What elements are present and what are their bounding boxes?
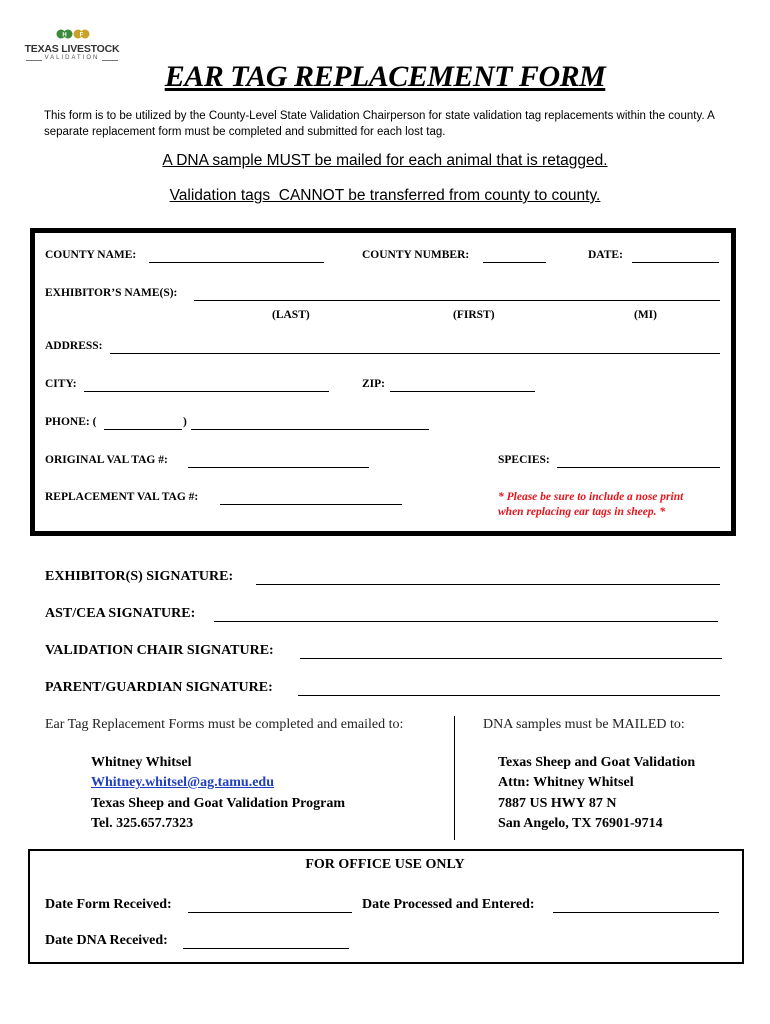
form-title: EAR TAG REPLACEMENT FORM [164,60,606,93]
first-name-caption: (FIRST) [453,309,495,321]
date-form-received-label: Date Form Received: [45,897,172,912]
exhibitor-name-label: EXHIBITOR’S NAME(S): [45,287,178,299]
mail-address-line4: San Angelo, TX 76901-9714 [498,816,663,831]
mail-address-line2: Attn: Whitney Whitsel [498,775,634,790]
clover-icon [56,26,90,42]
zip-field[interactable] [390,381,535,392]
replacement-tag-label: REPLACEMENT VAL TAG #: [45,491,199,503]
county-number-label: COUNTY NUMBER: [362,249,470,261]
nose-print-note-line2: when replacing ear tags in sheep. * [498,506,666,518]
email-instructions: Ear Tag Replacement Forms must be completed and emailed to: [45,717,404,732]
validation-chair-signature-field[interactable] [300,646,722,659]
parent-guardian-signature-label: PARENT/GUARDIAN SIGNATURE: [45,680,273,695]
transfer-notice: Validation tags CANNOT be transferred from county to county. [169,187,601,204]
city-label: CITY: [45,378,77,390]
address-field[interactable] [110,343,720,354]
phone-label: PHONE: ( [45,416,97,428]
contact-email-link[interactable]: Whitney.whitsel@ag.tamu.edu [91,775,274,790]
date-dna-received-label: Date DNA Received: [45,933,168,948]
intro-text: This form is to be utilized by the County-Level State Validation Chairperson for state validation tag replacements within the county. A separate replacement form must be completed and submitted for each lost tag. [44,110,715,138]
mi-caption: (MI) [634,309,657,321]
dna-notice: A DNA sample MUST be mailed for each animal that is retagged. [162,152,608,169]
svg-text:F: F [79,32,84,39]
species-field[interactable] [557,457,720,468]
date-field[interactable] [632,252,719,263]
county-name-label: COUNTY NAME: [45,249,137,261]
exhibitor-signature-label: EXHIBITOR(S) SIGNATURE: [45,569,234,584]
contact-name: Whitney Whitsel [91,755,192,770]
county-number-field[interactable] [483,252,546,263]
replacement-tag-field[interactable] [220,494,402,505]
date-processed-field[interactable] [553,900,719,913]
exhibitor-name-field[interactable] [194,290,720,301]
contact-program: Texas Sheep and Goat Validation Program [91,796,345,811]
species-label: SPECIES: [498,454,550,466]
date-form-received-field[interactable] [188,900,352,913]
contact-divider [454,716,455,840]
address-label: ADDRESS: [45,340,103,352]
ast-cea-signature-field[interactable] [214,609,718,622]
parent-guardian-signature-field[interactable] [298,683,720,696]
county-name-field[interactable] [149,252,324,263]
svg-text:H: H [62,32,67,39]
date-dna-received-field[interactable] [183,936,349,949]
office-use-heading: FOR OFFICE USE ONLY [305,857,465,872]
ast-cea-signature-label: AST/CEA SIGNATURE: [45,606,196,621]
mail-instructions: DNA samples must be MAILED to: [483,717,685,732]
city-field[interactable] [84,381,329,392]
date-label: DATE: [588,249,623,261]
mail-address-line1: Texas Sheep and Goat Validation [498,755,696,770]
zip-label: ZIP: [362,378,385,390]
original-tag-label: ORIGINAL VAL TAG #: [45,454,168,466]
phone-number-field[interactable] [191,419,429,430]
nose-print-note-line1: * Please be sure to include a nose print [498,491,684,503]
mail-address-line3: 7887 US HWY 87 N [498,796,617,811]
date-processed-label: Date Processed and Entered: [362,897,535,912]
contact-phone: Tel. 325.657.7323 [91,816,194,831]
last-name-caption: (LAST) [272,309,310,321]
phone-area-code-field[interactable] [104,419,182,430]
phone-close-paren: ) [183,416,187,428]
logo-name: TEXAS LIVESTOCK [24,43,120,55]
validation-chair-signature-label: VALIDATION CHAIR SIGNATURE: [45,643,274,658]
logo-sub: VALIDATION [44,55,100,61]
exhibitor-signature-field[interactable] [256,572,720,585]
original-tag-field[interactable] [188,457,369,468]
